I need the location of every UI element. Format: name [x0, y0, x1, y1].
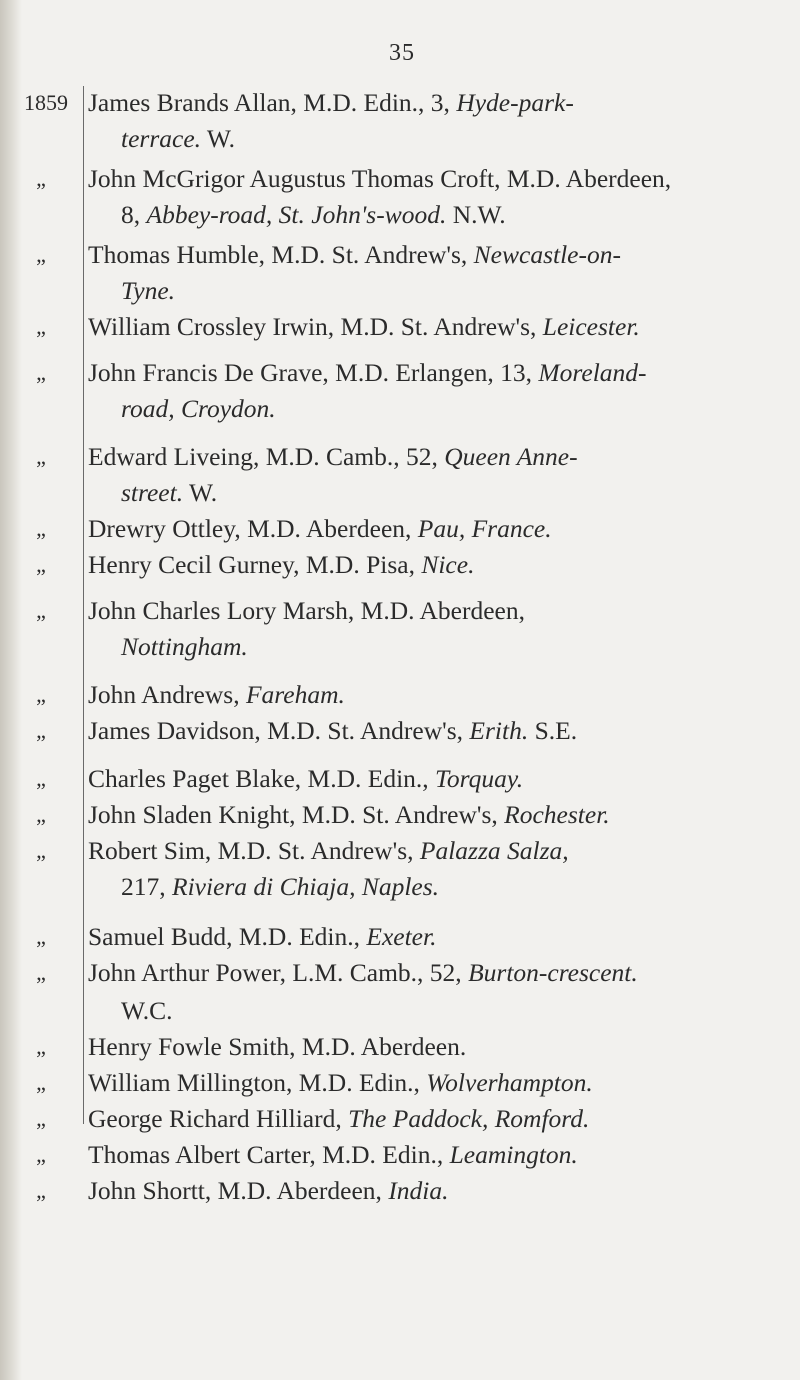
- entry-line: [88, 358, 647, 388]
- ditto-mark: „: [36, 1070, 46, 1095]
- ditto-mark: „: [36, 242, 46, 267]
- entry-place: The Paddock, Romford.: [348, 1104, 590, 1133]
- entry-postal: W.: [183, 478, 218, 507]
- entry-line: [88, 1176, 449, 1206]
- ditto-mark: „: [36, 166, 46, 191]
- entry-name: Samuel Budd, M.D. Edin.,: [88, 922, 367, 951]
- ditto-mark: „: [36, 1034, 46, 1059]
- ditto-mark: „: [36, 444, 46, 469]
- entry-line: [88, 958, 638, 988]
- entry-place: Newcastle-on-: [473, 240, 621, 269]
- entry-name: Drewry Ottley, M.D. Aberdeen,: [88, 514, 418, 543]
- entry-place-continued: street.: [121, 478, 184, 507]
- entry-name: John Arthur Power, L.M. Camb., 52,: [88, 958, 469, 987]
- entry-continuation-line: [121, 872, 439, 902]
- ditto-mark: „: [36, 360, 46, 385]
- entry-name: Thomas Humble, M.D. St. Andrew's,: [88, 240, 474, 269]
- entry-place: Nice.: [421, 550, 475, 579]
- entry-line: [88, 1140, 578, 1170]
- entry-address-number: 217,: [121, 872, 172, 901]
- ditto-mark: „: [36, 1142, 46, 1167]
- entry-name: Robert Sim, M.D. St. Andrew's,: [88, 836, 420, 865]
- ditto-mark: „: [36, 960, 46, 985]
- entry-continuation-line: [121, 996, 173, 1026]
- ditto-mark: „: [36, 516, 46, 541]
- entry-line: [88, 240, 621, 270]
- ditto-mark: „: [36, 552, 46, 577]
- entry-name: William Crossley Irwin, M.D. St. Andrew's,: [88, 312, 543, 341]
- entry-line: [88, 164, 671, 194]
- entry-place: Palazza Salza,: [419, 836, 569, 865]
- entry-continuation-line: [121, 478, 217, 508]
- entry-postal: S.E.: [528, 716, 578, 745]
- year-label: 1859: [24, 90, 68, 115]
- entry-place-continued: terrace.: [121, 124, 202, 153]
- entry-line: [88, 1032, 466, 1062]
- entry-place: Rochester.: [504, 800, 610, 829]
- entry-name: Thomas Albert Carter, M.D. Edin.,: [88, 1140, 450, 1169]
- entry-place-continued: road, Croydon.: [121, 394, 276, 423]
- entry-postal: W.: [201, 124, 236, 153]
- entry-name: Edward Liveing, M.D. Camb., 52,: [88, 442, 445, 471]
- entry-place: Leamington.: [449, 1140, 578, 1169]
- entry-name: John Andrews,: [88, 680, 246, 709]
- entry-place: Queen Anne-: [444, 442, 578, 471]
- entry-place: Pau, France.: [417, 514, 552, 543]
- entry-place: Erith.: [469, 716, 529, 745]
- entry-address-number: 8,: [121, 200, 147, 229]
- entry-continuation-line: [121, 200, 506, 230]
- entry-line: [88, 922, 436, 952]
- entry-name: William Millington, M.D. Edin.,: [88, 1068, 427, 1097]
- entry-place-continued: Nottingham.: [121, 632, 248, 661]
- entry-place: Wolverhampton.: [426, 1068, 593, 1097]
- page-number: 35: [389, 40, 415, 66]
- ditto-mark: „: [36, 1178, 46, 1203]
- entry-place: Fareham.: [245, 680, 345, 709]
- entry-place: Moreland-: [538, 358, 647, 387]
- ditto-mark: „: [36, 924, 46, 949]
- entry-line: [88, 514, 552, 544]
- ditto-mark: „: [36, 682, 46, 707]
- entry-line: [88, 836, 569, 866]
- entry-line: [88, 764, 523, 794]
- entry-line: [88, 312, 640, 342]
- entry-line: [88, 596, 525, 626]
- entry-place-continued: Tyne.: [121, 276, 176, 305]
- entry-place: Burton-crescent.: [468, 958, 638, 987]
- entry-name: John Shortt, M.D. Aberdeen,: [88, 1176, 389, 1205]
- entry-name: John Charles Lory Marsh, M.D. Aberdeen,: [88, 596, 525, 625]
- entry-name: James Brands Allan, M.D. Edin., 3,: [88, 88, 457, 117]
- entry-address-number: W.C.: [121, 996, 173, 1025]
- entry-place-continued: Riviera di Chiaja, Naples.: [172, 872, 440, 901]
- ditto-mark: „: [36, 802, 46, 827]
- entry-line: [88, 550, 474, 580]
- entry-continuation-line: [121, 276, 175, 306]
- entry-continuation-line: [121, 124, 235, 154]
- entry-name: Henry Fowle Smith, M.D. Aberdeen.: [88, 1032, 467, 1061]
- entry-line: [88, 680, 345, 710]
- ditto-mark: „: [36, 718, 46, 743]
- entry-name: Charles Paget Blake, M.D. Edin.,: [88, 764, 436, 793]
- entry-continuation-line: [121, 394, 276, 424]
- entry-name: George Richard Hilliard,: [88, 1104, 349, 1133]
- entry-place-continued: Abbey-road, St. John's-wood.: [146, 200, 447, 229]
- column-rule: [83, 86, 84, 1124]
- entry-name: John Francis De Grave, M.D. Erlangen, 13,: [88, 358, 539, 387]
- entry-name: Henry Cecil Gurney, M.D. Pisa,: [88, 550, 422, 579]
- entry-line: [88, 800, 610, 830]
- entry-name: John Sladen Knight, M.D. St. Andrew's,: [88, 800, 505, 829]
- ditto-mark: „: [36, 598, 46, 623]
- entry-line: [88, 442, 578, 472]
- entry-line: [88, 1104, 589, 1134]
- entry-place: Leicester.: [542, 312, 640, 341]
- entry-place: India.: [388, 1176, 449, 1205]
- entry-name: John McGrigor Augustus Thomas Croft, M.D. Aberdeen,: [88, 164, 672, 193]
- entry-place: Exeter.: [366, 922, 437, 951]
- ditto-mark: „: [36, 766, 46, 791]
- entry-name: James Davidson, M.D. St. Andrew's,: [88, 716, 470, 745]
- entry-line: [88, 88, 574, 118]
- entry-place: Hyde-park-: [456, 88, 574, 117]
- ditto-mark: „: [36, 1106, 46, 1131]
- entry-place: Torquay.: [435, 764, 524, 793]
- entry-postal: N.W.: [446, 200, 506, 229]
- entry-line: [88, 1068, 593, 1098]
- ditto-mark: „: [36, 838, 46, 863]
- entry-continuation-line: [121, 632, 248, 662]
- entry-line: [88, 716, 577, 746]
- ditto-mark: „: [36, 314, 46, 339]
